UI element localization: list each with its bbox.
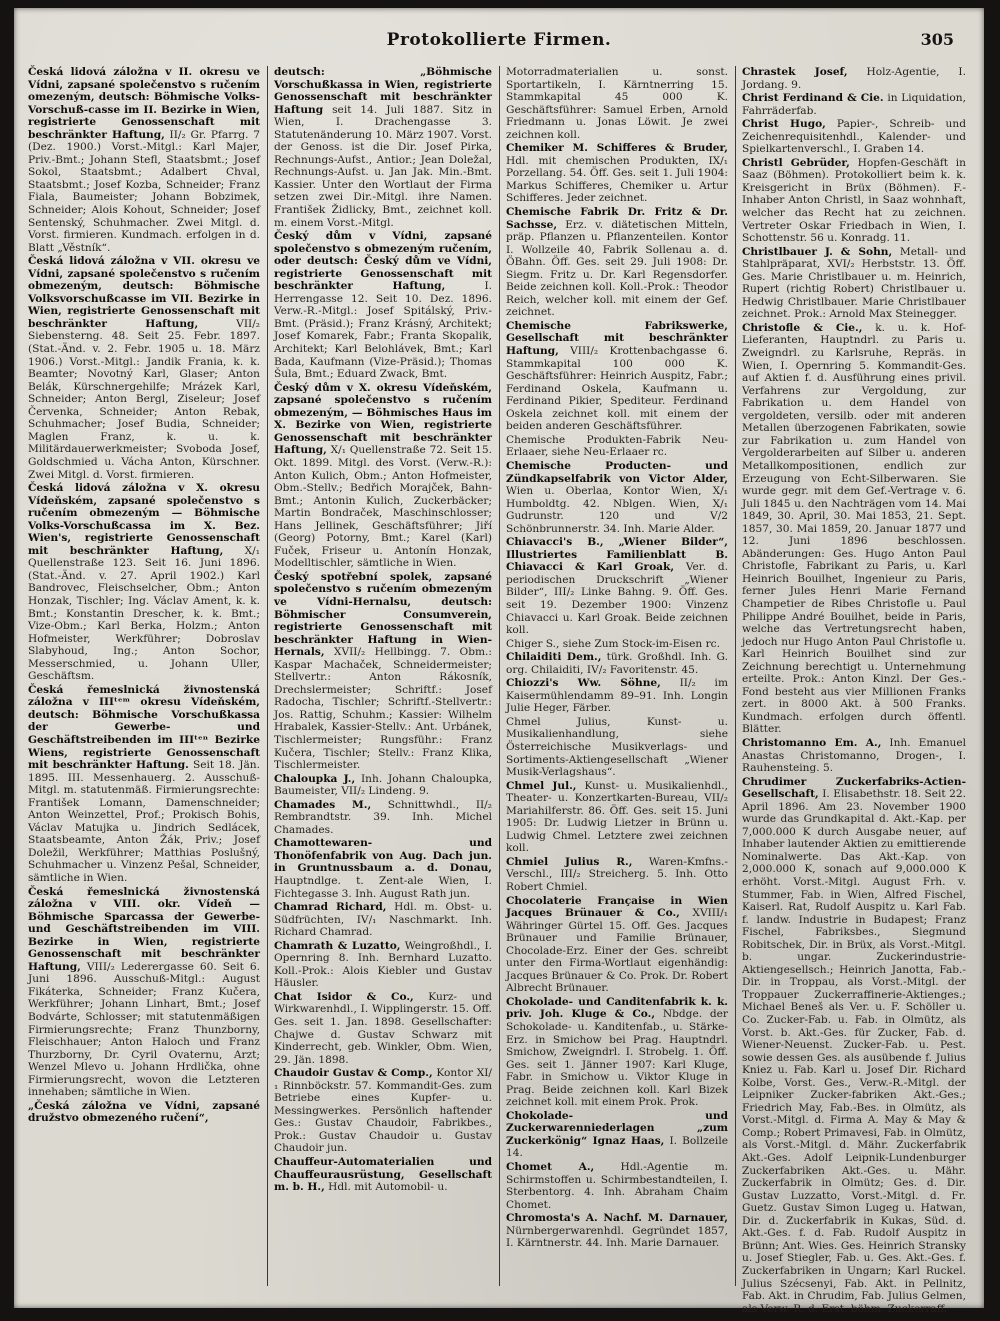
directory-entry	[274, 799, 492, 837]
directory-entry	[28, 255, 260, 481]
firm-details: Metall- und Stahlpräparat, XVI/₂ Herbststr. 13. Öff. Ges. Marie Christlbauer u. m. Heinrich, Rupert (richtig Robert) Christlbauer u. Hedwig Christlbauer. Marie Christlbauer zeichnet. Prok.: Arnold Max Steinegger.	[742, 245, 967, 321]
directory-entry	[28, 886, 260, 1099]
directory-entry	[274, 991, 492, 1066]
firm-details: VII/₂ Siebensterng. 48. Seit 25. Febr. 1897. (Stat.-Änd. v. 2. Febr. 1905 u. 18. März 1906.) Vorst.-Mitgl.: Jandik Frania, k. k. Beamter; Novotný Karl, Glaser; Anton Belák, Kürschnergehilfe; Mrázek Karl, Schneider; Anton Bergl, Ziseleur; Josef Červenka, Schneider; Anton Rebak, Schuhmacher; Josef Budia, Schneider; Maglen Franz, k. u. k. Militärdauerwerkmeister; Svoboda Josef, Goldschmied u. Vácha Anton, Kürschner. Zwei Mitgl. d. Vorst. firmieren.	[28, 317, 261, 481]
firm-details: Seit 18. Jän. 1895. III. Messenhauerg. 2. Ausschuß-Mitgl. m. statutenmäß. Firmierungsrechte: František Lomann, Damenschneider; Anton Weinzettel, Prof.; Prokisch Bohis, Václav Matujka u. Jindrich Sedlácek, Staatsbeamte, Anton Žák, Priv.; Josef Doležil, Werkführer; Matthias Poslušný, Schuhmacher u. Vinzenz Pešal, Schneider, sämtliche in Wien.	[28, 759, 261, 884]
firm-name: Chauffeur-Automaterialien und Chauffeurausrüstung, Gesellschaft m. b. H.,	[274, 1156, 492, 1194]
firm-details: Hopfen-Geschäft in Saaz (Böhmen). Protokolliert beim k. k. Kreisgericht in Brüx (Böhmen). F.-Inhaber Anton Christl, in Saaz wohnhaft, welcher das Recht hat zu zeichnen. Vertreter Oskar Friedbach in Wien, I. Schottenstr. 56 u. Konradg. 11.	[742, 156, 966, 245]
firm-details: Nürnbergerwarenhdl. Gegründet 1857, I. Kärntnerstr. 44. Inh. Marie Darnauer.	[506, 1224, 728, 1250]
text-columns	[28, 66, 967, 1315]
firm-details: Kunst- u. Musikalienhdl., Theater- u. Konzertkarten-Bureau, VII/₂ Mariahilferstr. 86. Öff. Ges. seit 15. Juni 1905: Dr. Ludwig Lietzer in Brünn u. Ludwig Chmel. Letztere zwei zeichnen koll.	[506, 779, 728, 855]
firm-details: Hdl.-Agentie m. Schirmstoffen u. Schirmbestandteilen, I. Sterbentorg. 4. Inh. Abraham Chaim Chomet.	[506, 1161, 728, 1211]
firm-name: Chocolaterie Française in Wien Jacques Brünauer & Co.,	[506, 894, 728, 920]
directory-entry	[506, 66, 728, 141]
column-2	[274, 66, 492, 1296]
column-1	[28, 66, 260, 1296]
firm-name: Český dům v Vídni, zapsané společenstvo s obmezeným ručením, oder deutsch: Český dům ve Vídni, registrierte Genossenschaft mit beschränkter Haftung,	[274, 230, 492, 293]
firm-name: Chmel Jul.,	[506, 779, 577, 792]
directory-entry	[274, 382, 492, 570]
column-rule	[735, 66, 736, 1286]
firm-details: I. Herrengasse 12. Seit 10. Dez. 1896. Verw.-R.-Mitgl.: Josef Spitálský, Priv.-Bmt. (Präsid.); Franz Krásný, Architekt; Josef Komarek, Fabr.; Franta Skopalik, Architekt; Karl Belohlávek, Bmt.; Karl Bada, Kaufmann (Vize-Präsid.); Thomas Šula, Bmt.; Eduard Zwack, Bmt.	[274, 280, 493, 381]
firm-name: Chaudoir Gustav & Comp.,	[274, 1067, 433, 1080]
column-4	[742, 66, 967, 1315]
directory-entry	[506, 320, 728, 433]
directory-entry	[274, 66, 492, 229]
firm-details: Ver. d. periodischen Druckschrift „Wiener Bilder“, III/₂ Linke Bahng. 9. Öff. Ges. seit 19. Dezember 1900: Vinzenz Chiavacci u. Karl Groak. Beide zeichnen koll.	[506, 561, 728, 637]
firm-name: Česká lidová záložna v X. okresu Vídeňském, zapsané společenstvo s ručením obmezeným — Böhmische Volks-Vorschußcassa im X. Bez. Wien's, registrierte Genossenschaft mit beschränkter Haftung,	[28, 482, 260, 557]
firm-details: Weingroßhdl., I. Opernring 8. Inh. Bernhard Luzatto. Koll.-Prok.: Alois Kiebler und Gustav Häusler.	[274, 939, 493, 990]
firm-details: k. u. k. Hof-Lieferanten, Hauptndrl. zu Paris u. Zweigndrl. zu Karlsruhe, Repräs. in Wien, I. Opernring 5. Kommandit-Ges. auf Aktien f. d. Ausführung eines privil. Verfahrens zur Vergoldung, zur Fabrikation u. dem Handel von vergoldeten, versilb. oder mit anderen Metallen überzogenen Fabrikaten, sowie zur Fabrikation u. zum Handel von Vergolderarbeiten auf Silber u. anderen Metallkompositionen, endlich zur Erzeugung von Echt-Silberwaren. Sie wurde gegr. mit dem Gef.-Vertrage v. 6. Juli 1845 u. den Nachträgen vom 14. Mai 1849, 30. April, 30. Mai 1853, 21. Sept. 1857, 30. Mai 1859, 20. Januar 1877 und 12. Juni 1896 beschlossen. Abänderungen: Ges. Hugo Anton Paul Christofle, Fabrikant zu Paris, u. Karl Heinrich Bouilhet, Ingenieur zu Paris, ferner Jules Henri Marie Fernand Champetier de Ribes Christofle u. Paul Philippe André Bouilhet, beide in Paris, welche das Vertretungsrecht haben, jedoch nur Hugo Anton Paul Christofle u. Karl Heinrich Bouilhet sind zur Zeichnung berechtigt u. Unternehmung erteilte. Prok.: Anton Kinzl. Der Ges.-Fond besteht aus vier Millionen Franks zert. in 8000 Akt. à 500 Franks. Kundmach. erfolgen durch öffentl. Blätter.	[742, 321, 967, 736]
page-header	[14, 30, 984, 54]
firm-details: Nbdge. der Schokolade- u. Kanditenfab., u. Stärke-Erz. in Smichow bei Prag. Hauptndrl. Smichow, Zweigndrl. I. Strobelg. 1. Öff. Ges. seit 1. Jänner 1907: Karl Kluge, Fabr. in Smichow u. Viktor Kluge in Prag. Beide zeichnen koll. Karl Bizek zeichnet koll. mit einem Prok. Prok.	[506, 1008, 728, 1109]
directory-entry	[28, 1100, 260, 1125]
directory-entry	[742, 322, 966, 736]
directory-entry	[742, 92, 966, 117]
firm-name: Český dům v X. okresu Vídeňském, zapsané společenstvo s ručením obmezeným, — Böhmisches Haus im X. Bezirke von Wien, registrierte Genossenschaft mit beschränkter Haftung,	[274, 381, 492, 457]
firm-details: Holz-Agentie, I. Jordang. 9.	[742, 66, 966, 91]
directory-entry	[506, 1161, 728, 1211]
directory-entry	[274, 1156, 492, 1194]
directory-entry	[274, 773, 492, 798]
firm-name: Chamottewaren- und Thonöfenfabrik von Aug. Dach jun. in Gruntnussbaum a. d. Donau,	[274, 837, 492, 875]
firm-details: Waren-Kmfns.-Verschl., III/₂ Streicherg. 5. Inh. Otto Robert Chmiel.	[506, 855, 728, 893]
firm-details: Hdl. m. Obst- u. Südfrüchten, IV/₁ Naschmarkt. Inh. Richard Chamrad.	[274, 901, 492, 939]
directory-entry	[506, 651, 728, 676]
firm-name: Česká lidová záložna v II. okresu ve Vídni, zapsané společenstvo s ručením omezeným, deutsch: Böhmische Volks-Vorschuß-casse im II. Bezirke in Wien, registrierte Genossenschaft mit beschränkter Haftung,	[28, 66, 260, 141]
firm-details: Erz. v. diätetischen Mitteln, präp. Pflanzen u. Pflanzenteilen. Kontor I. Wollzeile 40, Fabrik Sollenau a. d. ÖBahn. Öff. Ges. seit 29. Juli 1908: Dr. Siegm. Fritz u. Dr. Karl Regensdorfer. Beide zeichnen koll. Koll.-Prok.: Theodor Reich, welcher koll. mit einem der Gef. zeichnet.	[506, 218, 729, 319]
directory-entry	[274, 1067, 492, 1155]
firm-name: Chamades M.,	[274, 798, 372, 811]
firm-name: Chmiel Julius R.,	[506, 855, 633, 868]
firm-details: Inh. Emanuel Anastas Christomanno, Drogen-, I. Rauhensteing. 5.	[742, 736, 966, 775]
firm-name: Chemische Producten- und Zündkapselfabrik von Victor Alder,	[506, 459, 728, 485]
firm-name: Chamrath & Luzatto,	[274, 939, 401, 952]
directory-entry	[742, 246, 966, 321]
directory-entry	[274, 230, 492, 381]
firm-name: Christ Hugo,	[742, 118, 826, 131]
firm-details: Chmel Julius, Kunst- u. Musikalienhandlung, siehe Österreichische Musikverlags- und Sortiments-Aktiengesellschaft „Wiener Musik-Verlagshaus“.	[506, 715, 728, 779]
directory-entry	[28, 66, 260, 254]
column-rule	[267, 66, 268, 1286]
column-rule	[499, 66, 500, 1286]
firm-details: X/₁ Quellenstraße 123. Seit 16. Juni 1896. (Stat.-Änd. v. 27. April 1902.) Karl Bandrovec, Fleischselcher, Obm.; Anton Honzak, Tischler; Ing. Václav Ament, k. k. Bmt.; Konstantin Drescher, k. k. Bmt.; Vize-Obm.; Karl Berka, Holzm.; Anton Hofmeister, Werkführer; Dobroslav Slabyhoud, Ing.; Anton Sochor, Messerschmied, u. Johann Uller, Geschäftsm.	[28, 544, 260, 683]
directory-entry	[28, 684, 260, 885]
directory-entry	[742, 737, 966, 775]
directory-entry	[274, 837, 492, 900]
firm-details: X/₁ Quellenstraße 72. Seit 15. Okt. 1899. Mitgl. des Vorst. (Verw.-R.): Anton Kulich, Obm.; Anton Hofmeister, Obm.-Stellv.; Bedřich Morajček, Bahn-Bmt.; Antonin Kulich, Zuckerbäcker; Martin Bondraček, Maschinschlosser; Hans Jellinek, Geschäftsführer; Jiří (Georg) Potorny, Bmt.; Karel (Karl) Fuček, Friseur u. Antonín Honzak, Modelltischler, sämtliche in Wien.	[274, 444, 492, 570]
firm-name: Chat Isidor & Co.,	[274, 990, 414, 1003]
firm-details: II/₂ Gr. Pfarrg. 7 (Dez. 1900.) Vorst.-Mitgl.: Karl Majer, Priv.-Bmt.; Johann Stefl, Staatsbmt.; Josef Sokol, Staatsbmt.; Adalbert Chval, Staatsbmt.; Josef Kozba, Schneider; Franz Fiala, Baumeister; Johann Bobzimek, Schneider; Alois Kohout, Schneider; Josef Sentenský, Schuhmacher. Zwei Mitgl. d. Vorst. firmieren. Kundmach. erfolgen in d. Blatt „Věstník“.	[28, 128, 260, 254]
firm-name: Český spotřební spolek, zapsané společenstvo s ručením obmezeným ve Vídni-Hernalsu, deutsch: Böhmischer Consumverein, registrierte Genossenschaft mit beschränkter Haftung in Wien-Hernals,	[274, 570, 492, 659]
firm-details: Hdl. mit Automobil- u.	[328, 1181, 448, 1194]
directory-entry	[742, 118, 966, 156]
firm-name: Česká řemeslnická živnostenská záložna v IIIᵗᵉᵐ okresu Vídeňském, deutsch: Böhmische Vorschußkassa der Gewerbe- und Geschäftstreibenden im IIIᵗᵉⁿ Bezirke Wiens, registrierte Genossenschaft mit beschränkter Haftung.	[28, 683, 260, 772]
firm-name: Chamrad Richard,	[274, 901, 387, 914]
firm-details: Motorradmaterialien u. sonst. Sportartikeln, I. Kärntnerring 15. Stammkapital 45 000 K. Geschäftsführer: Samuel Erben, Arnold Friedmann u. Jonas Löwit. Je zwei zeichnen koll.	[506, 66, 728, 141]
directory-entry	[506, 460, 728, 535]
firm-details: Inh. Johann Chaloupka, Baumeister, VII/₂ Lindeng. 9.	[274, 772, 493, 798]
directory-entry	[506, 780, 728, 855]
firm-name: Chokolade- und Canditenfabrik k. k. priv. Joh. Kluge & Co.,	[506, 995, 728, 1021]
firm-details: Papier-, Schreib- und Zeichenrequisitenhdl., Kalender- und Spielkartenverschl., I. Graben 14.	[742, 118, 966, 156]
firm-details: Kurz- und Wirkwarenhdl., I. Wipplingerstr. 15. Off. Ges. seit 1. Jan. 1898. Gesellschafter: Chajwe d. Gustav Schwarz mit Kinderrecht, geb. Winkler, Obm. Wien, 29. Jän. 1898.	[274, 990, 492, 1066]
firm-name: Chrudimer Zuckerfabriks-Actien-Gesellschaft,	[742, 775, 966, 801]
firm-name: Česká řemeslnická živnostenská záložna v VIII. okr. Vídeň — Böhmische Sparcassa der Gewerbe- und Geschäftstreibenden im VIII. Bezirke in Wien, registrierte Genossenschaft mit beschränkter Haftung,	[28, 885, 260, 973]
firm-details: seit 14. Juli 1887. Sitz in Wien, I. Drachengasse 3. Statutenänderung 10. März 1907. Vorst. der Genoss. ist die Dir. Josef Pirka, Rechnungs-Aufst., Antior.; Jean Doležal, Rechnungs-Aufst. u. Jan Jak. Min.-Bmt. Kassier. Unter den Wortlaut der Firma setzen zwei Dir.-Mitgl. ihre Namen. František Židlicky, Bmt., zeichnet koll. m. einem Vorst.-Mitgl.	[274, 103, 492, 229]
firm-details: II/₂ im Kaisermühlendamm 89–91. Inh. Longin Julie Heger, Färber.	[506, 677, 728, 715]
directory-entry	[28, 482, 260, 683]
firm-details: in Liquidation, Fahrräderfab.	[742, 92, 966, 117]
directory-entry	[506, 895, 728, 995]
firm-name: „Česká záložna ve Vídni, zapsané družstvo obmezeného ručení“,	[28, 1099, 260, 1125]
directory-entry	[506, 142, 728, 205]
firm-name: Česká lidová záložna v VII. okresu ve Vídni, zapsané společenstvo s ručením obmezeným, deutsch: Böhmische Volksvorschußcasse im VII. Bezirke in Wien, registrierte Genossenschaft mit beschränkter Haftung,	[28, 255, 260, 330]
running-title: Protokollierte Firmen.	[386, 30, 612, 50]
directory-entry	[742, 66, 966, 91]
firm-details: I. Bollzeile 14.	[506, 1134, 728, 1160]
firm-name: Chemische Fabrik Dr. Fritz & Dr. Sachsse,	[506, 206, 728, 231]
firm-details: Chemische Produkten-Fabrik Neu-Erlaaer, siehe Neu-Erlaaer rc.	[506, 433, 728, 459]
firm-details: I. Elisabethstr. 18. Seit 22. April 1896. Am 23. November 1900 wurde das Grundkapital d. Akt.-Kap. per 7,000.000 K durch Ausgabe neuer, auf Inhaber lautender Aktien zu emittierende Nominalwerte. Das Akt.-Kap. von 2,000.000 K, sonach auf 9,000.000 K erhöht. Vorst.-Mitgl. August Frh. v. Stummer, Fab. in Wien, Alfred Fischel, Kaiserl. Rat, Rudolf Auspitz u. Karl Fab. f. landw. Industrie in Budapest; Franz Fischel, Fabriksbes., Siegmund Robitschek, Dir. in Brüx, als Vorst.-Mitgl. b. ungar. Zuckerindustrie-Aktiengesellsch.; Heinrich Janotta, Fab.-Dir. in Troppau, als Vorst.-Mitgl. der Troppauer Zuckerraffinerie-Aktienges.; Michael Beneš als Ver. u. F. Schöller u. Co. Zucker-Fab. u. Fab. in Olmütz, als Vorst. b. Akt.-Ges. für Zucker, Fab. d. Wiener-Neuenst. Zucker-Fab. u. Pest. sowie dessen Ges. als ausübende f. Julius Kniez u. Fab. Karl u. Josef Dir. Richard Kolbe, Vorst. Ges., Verw.-R.-Mitgl. der Leipniker Zucker-fabriken Akt.-Ges.; Friedrich May, Fab.-Bes. in Olmütz, als Vorst.-Mitgl. d. Firma A. May & May & Comp.; Robert Primavesi, Fab. in Olmütz, als Vorst.-Mitgl. d. Mähr. Zuckerfabrik Akt.-Ges. Adolf Leipnik-Lundenburger Zuckerfabriken Akt.-Ges. u. Mähr. Zuckerfabrik in Olmütz; Ges. d. Dir. Gustav Luzzatto, Vorst.-Mitgl. d. Fr. Guetz. Gustav Simon Lugeg u. Hatwan, Dir. d. Zuckerfabrik in Kukas, Süd. d. Akt.-Ges. f. d. Fab. Rudolf Auspitz in Brünn; Ant. Wies. Ges. Heinrich Stransky u. Josef Stiegler, Fab. u. Ges. Akt.-Ges. f. Zuckerfabriken in Ungarn; Karl Ruckel. Julius Szécsenyi, Fab. Akt. in Pellnitz, Fab. Akt. in Chrudim, Fab. Julius Gelmen, als Verw.-R. d. Erst. böhm. Zuckerraff.	[742, 788, 967, 1315]
column-3	[506, 66, 728, 1296]
directory-entry	[506, 1212, 728, 1250]
firm-details: VIII/₂ Krottenbachgasse 6. Stammkapital 100 000 K. Geschäftsführer: Heinrich Auspitz, Fabr.; Ferdinand Oskela, Kaufmann u. Ferdinand Pikier, Spediteur. Ferdinand Oskela zeichnet koll. mit einem der beiden anderen Geschäftsführer.	[506, 345, 728, 433]
firm-name: Chomet A.,	[506, 1161, 595, 1174]
firm-name: Chiavacci's B., „Wiener Bilder“, Illustriertes Familienblatt B. Chiavacci & Karl Groak,	[506, 536, 728, 574]
firm-details: VIII/₂ Lederergasse 60. Seit 6. Juni 1896. Ausschuß-Mitgl.: August Fikáterka, Schneider; Franz Kučera, Werkführer; Johann Linhart, Bmt.; Josef Bodvárte, Schlosser; mit statutenmäßigen Firmierungsrechte; Franz Thunzborny, Fleischhauer; Anton Haloch und Franz Thurzborny, Dr. Cyril Ovaternu, Arzt; Wenzel Mlevo u. Johann Hrdlička, ohne Firmierungsrecht, wovon die Letzteren innehaben; sämtliche in Wien.	[28, 960, 260, 1099]
directory-entry	[506, 638, 728, 651]
directory-entry	[506, 996, 728, 1109]
firm-name: Christ Ferdinand & Cie.	[742, 92, 884, 105]
directory-entry	[506, 1110, 728, 1160]
directory-entry	[274, 940, 492, 990]
directory-entry	[506, 677, 728, 715]
directory-entry	[506, 856, 728, 894]
firm-details: Kontor XI/₁ Rinnböckstr. 57. Kommandit-Ges. zum Betriebe eines Kupfer- u. Messingwerkes. Persönlich haftender Ges.: Gustav Chaudoir, Fabrikbes., Prok.: Gustav Chaudoir u. Gustav Chaudoir jun.	[274, 1067, 492, 1155]
firm-details: Schnittwhdl., II/₂ Rembrandtstr. 39. Inh. Michel Chamades.	[274, 798, 493, 836]
directory-entry	[506, 536, 728, 636]
firm-name: Chrastek Josef,	[742, 66, 848, 78]
firm-details: Hauptndlge. t. Zent-ale Wien, I. Fichtegasse 3. Inh. August Rath jun.	[274, 875, 492, 900]
page-number: 305	[920, 30, 954, 49]
firm-name: Christl Gebrüder,	[742, 156, 850, 169]
directory-entry	[506, 716, 728, 779]
firm-name: Christlbauer J. & Sohn,	[742, 245, 893, 258]
firm-details: Hdl. mit chemischen Produkten, IX/₁ Porzellang. 54. Öff. Ges. seit 1. Juli 1904: Markus Schifferes, Chemiker u. Artur Schifferes. Jeder zeichnet.	[506, 154, 728, 205]
firm-name: Chemische Fabrikswerke, Gesellschaft mit beschränkter Haftung,	[506, 319, 728, 358]
directory-entry	[274, 571, 492, 772]
firm-name: Chiozzi's Ww. Söhne,	[506, 677, 661, 690]
directory-entry	[742, 157, 966, 245]
firm-name: Christomanno Em. A.,	[742, 736, 882, 749]
firm-details: türk. Großhdl. Inh. G. org. Chilaiditi, IV/₂ Favoritenstr. 45.	[506, 651, 728, 676]
firm-name: Chaloupka J.,	[274, 772, 356, 785]
firm-details: XVII/₂ Hellbingg. 7. Obm.: Kaspar Machaček, Schneidermeister; Stellvertr.: Anton Rákosník, Drechslermeister; Schriftf.: Josef Radocha, Tischler; Schriftf.-Stellvertr.: Jos. Rattig, Schuhm.; Kassier: Wilhelm Hrabalek, Kassier-Stellv.: Ant. Urbánek, Tischlermeister; Rungsführ.: Franz Kučera, Tischler; Stellv.: Franz Klika, Tischlermeister.	[274, 646, 492, 772]
directory-entry	[742, 776, 966, 1316]
directory-entry	[506, 434, 728, 459]
firm-name: Chokolade- und Zuckerwarenniederlagen „zum Zuckerkönig“ Ignaz Haas,	[506, 1109, 728, 1147]
firm-name: Christofle & Cie.,	[742, 321, 863, 334]
directory-entry	[506, 206, 728, 319]
firm-details: Chiger S., siehe Zum Stock-im-Eisen rc.	[506, 637, 720, 650]
directory-entry	[274, 901, 492, 939]
firm-name: Chemiker M. Schifferes & Bruder,	[506, 142, 728, 155]
firm-details: XVIII/₁ Währinger Gürtel 15. Off. Ges. Jacques Brünauer und Familie Brünauer, Chocolade-Erz. Einer der Ges. schreibt unter den Firma-Wortlaut eigenhändig: Jacques Brünauer & Co. Prok. Dr. Robert Albrecht Brünauer.	[506, 907, 728, 995]
firm-name: Chilaiditi Dem.,	[506, 651, 602, 664]
firm-name: deutsch: „Böhmische Vorschußkassa in Wien, registrierte Genossenschaft mit beschränkter Haftung	[274, 66, 492, 116]
scanned-page	[14, 8, 984, 1315]
firm-name: Chromosta's A. Nachf. M. Darnauer,	[506, 1212, 728, 1225]
firm-details: Wien u. Oberlaa, Kontor Wien, X/₁ Humboldtg. 42. Nblgen. Wien, X/₁ Gudrunstr. 120 und V/2 Schönbrunnerstr. 34. Inh. Marie Alder.	[506, 485, 728, 535]
